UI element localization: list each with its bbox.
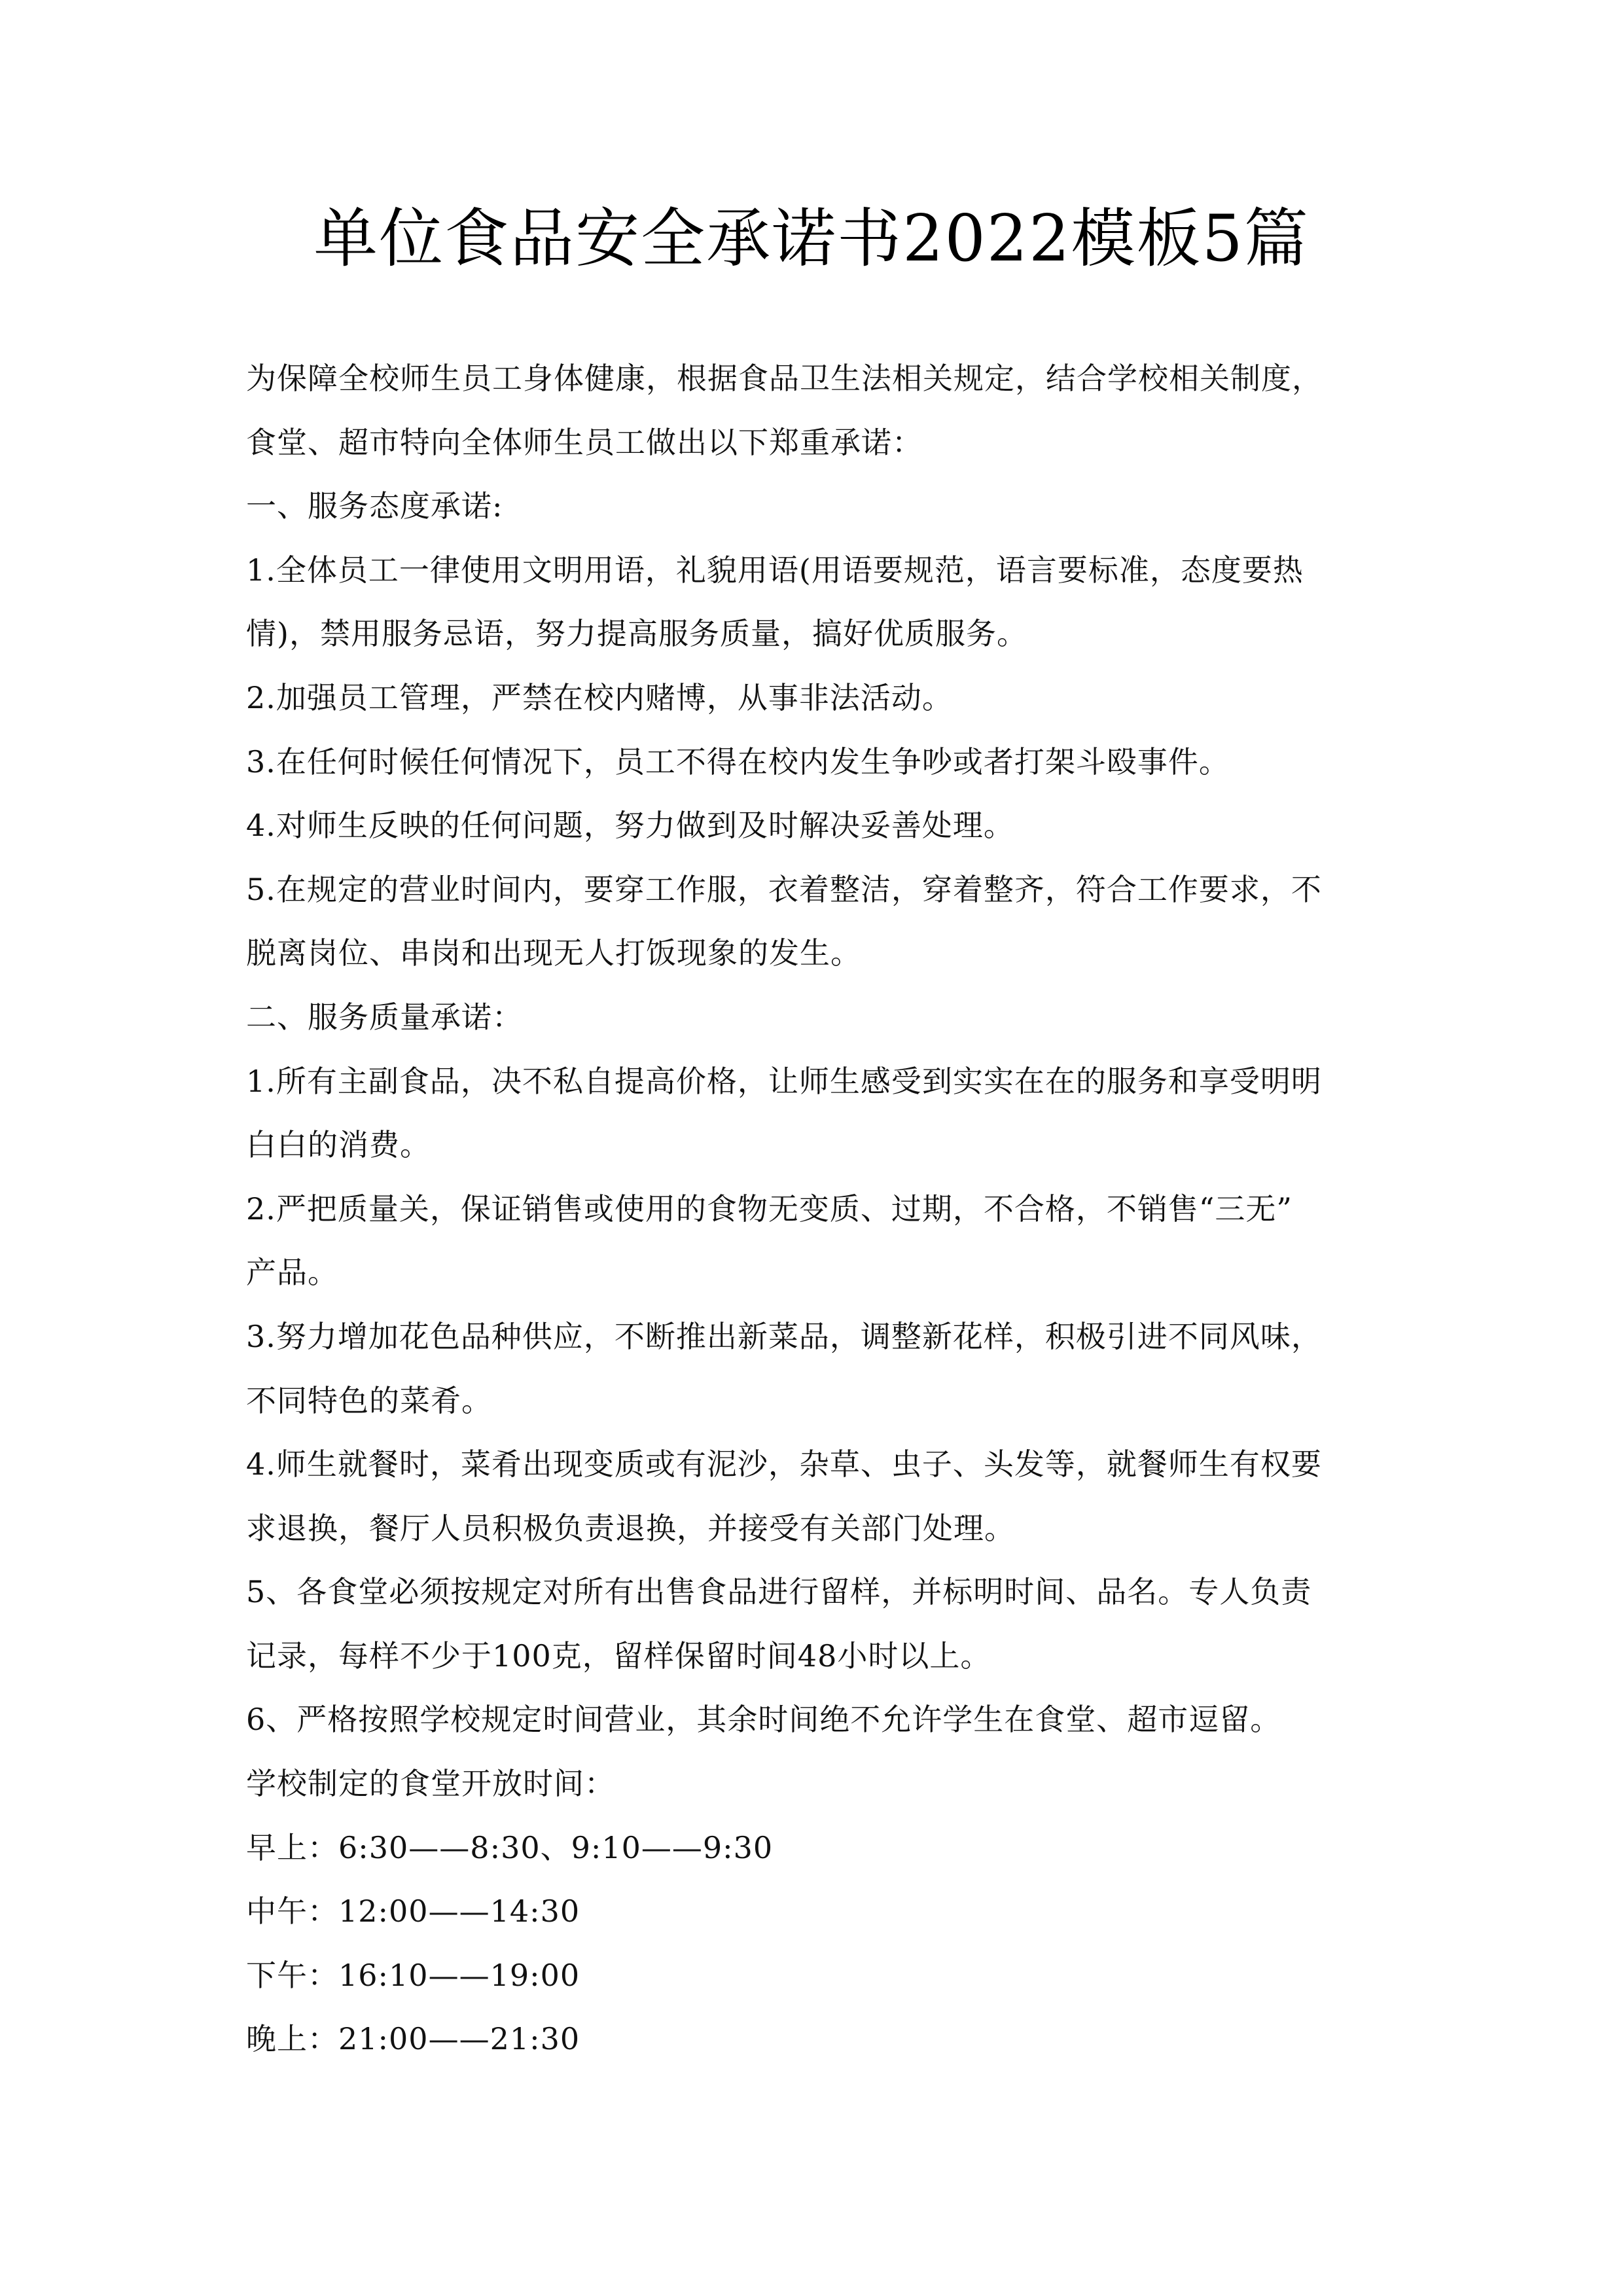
- attitude-item-5-line-2: 脱离岗位、串岗和出现无人打饭现象的发生。: [246, 935, 861, 971]
- quality-item-2-line-2: 产品。: [246, 1255, 338, 1291]
- attitude-item-5-line-1: 5.在规定的营业时间内，要穿工作服，衣着整洁，穿着整齐，符合工作要求，不: [246, 871, 1322, 907]
- attitude-item-2: 2.加强员工管理，严禁在校内赌博，从事非法活动。: [246, 679, 953, 715]
- quality-item-3-line-1: 3.努力增加花色品种供应，不断推出新菜品，调整新花样，积极引进不同风味，: [246, 1318, 1322, 1354]
- opening-hours-afternoon: 下午：16:10——19:00: [246, 1957, 580, 1993]
- quality-item-3-line-2: 不同特色的菜肴。: [246, 1382, 492, 1418]
- quality-item-5-line-2: 记录，每样不少于100克，留样保留时间48小时以上。: [246, 1638, 991, 1674]
- intro-line-2: 食堂、超市特向全体师生员工做出以下郑重承诺：: [246, 424, 923, 460]
- quality-item-1-line-2: 白白的消费。: [246, 1127, 431, 1163]
- quality-item-2-line-1: 2.严把质量关，保证销售或使用的食物无变质、过期，不合格，不销售“三无”: [246, 1191, 1293, 1227]
- intro-line-1: 为保障全校师生员工身体健康，根据食品卫生法相关规定，结合学校相关制度，: [246, 361, 1323, 396]
- quality-item-1-line-1: 1.所有主副食品，决不私自提高价格，让师生感受到实实在在的服务和享受明明: [246, 1063, 1322, 1099]
- document-body: [246, 347, 1385, 2072]
- quality-item-4-line-2: 求退换，餐厅人员积极负责退换，并接受有关部门处理。: [246, 1510, 1015, 1546]
- attitude-item-3: 3.在任何时候任何情况下，员工不得在校内发生争吵或者打架斗殴事件。: [246, 744, 1230, 780]
- document-title: 单位食品安全承诺书2022模板5篇: [313, 202, 1310, 276]
- quality-item-4-line-1: 4.师生就餐时，菜肴出现变质或有泥沙，杂草、虫子、头发等，就餐师生有权要: [246, 1446, 1322, 1482]
- attitude-item-4: 4.对师生反映的任何问题，努力做到及时解决妥善处理。: [246, 808, 1014, 844]
- opening-hours-heading: 学校制定的食堂开放时间：: [246, 1766, 615, 1802]
- opening-hours-noon: 中午：12:00——14:30: [246, 1893, 580, 1929]
- quality-item-5-line-1: 5、各食堂必须按规定对所有出售食品进行留样，并标明时间、品名。专人负责: [246, 1574, 1312, 1610]
- opening-hours-morning: 早上：6:30——8:30、9:10——9:30: [246, 1829, 774, 1865]
- section-heading-service-quality: 二、服务质量承诺：: [246, 999, 523, 1035]
- quality-item-6: 6、严格按照学校规定时间营业，其余时间绝不允许学生在食堂、超市逗留。: [246, 1702, 1281, 1738]
- section-heading-service-attitude: 一、服务态度承诺:: [246, 488, 503, 524]
- opening-hours-evening: 晚上：21:00——21:30: [246, 2021, 580, 2057]
- attitude-item-1-line-2: 情)，禁用服务忌语，努力提高服务质量，搞好优质服务。: [246, 616, 1027, 652]
- attitude-item-1-line-1: 1.全体员工一律使用文明用语，礼貌用语(用语要规范，语言要标准，态度要热: [246, 552, 1304, 588]
